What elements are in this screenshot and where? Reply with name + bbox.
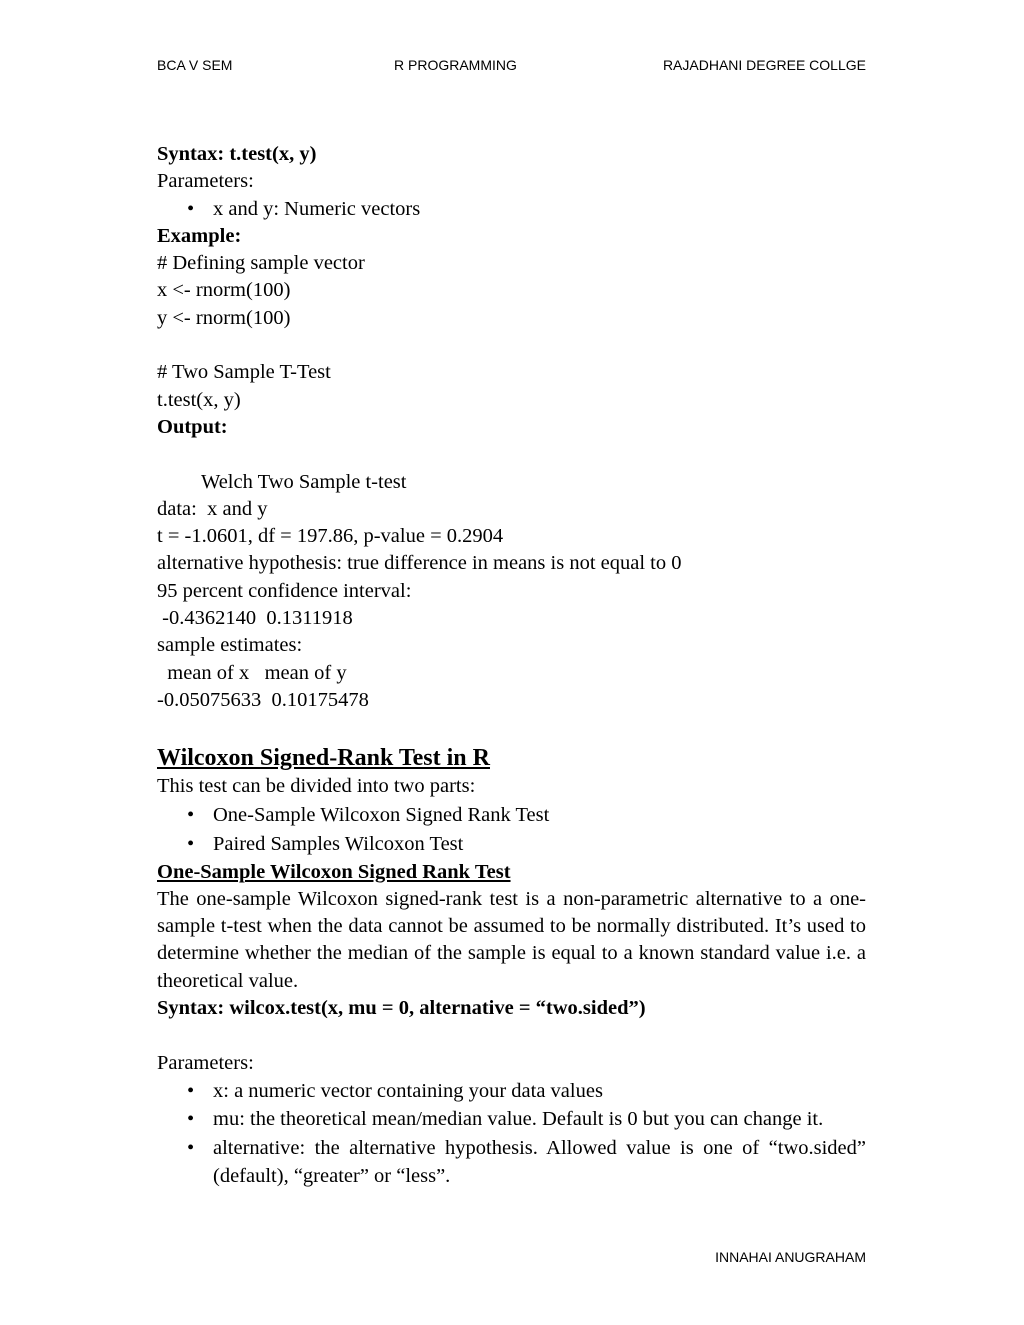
code-line: x <- rnorm(100) — [157, 279, 291, 302]
blank-line — [157, 332, 866, 359]
ttest-params-label: Parameters: — [157, 170, 254, 193]
wilcoxon-params-list — [157, 1077, 866, 1191]
code-line: y <- rnorm(100) — [157, 306, 291, 329]
output-line: data: x and y — [157, 497, 268, 520]
section-title: Wilcoxon Signed-Rank Test in R — [157, 745, 490, 772]
wilcoxon-syntax: Syntax: wilcox.test(x, mu = 0, alternative = “two.sided”) — [157, 997, 646, 1020]
list-item: • Paired Samples Wilcoxon Test — [157, 830, 866, 859]
ttest-params-list — [157, 196, 866, 223]
output-line: 95 percent confidence interval: — [157, 579, 412, 602]
code-line: # Two Sample T-Test — [157, 361, 331, 384]
section-gap — [157, 714, 866, 743]
page-footer: INNAHAI ANUGRAHAM — [715, 1249, 866, 1265]
list-item: • mu: the theoretical mean/median value. Default is 0 but you can change it. — [157, 1105, 866, 1134]
blank-line — [157, 441, 866, 468]
wilcoxon-parts-list — [157, 801, 866, 859]
blank-line — [157, 1022, 866, 1049]
header-course: BCA V SEM — [157, 57, 233, 73]
output-line: alternative hypothesis: true difference in means is not equal to 0 — [157, 552, 682, 575]
example-label: Example: — [157, 224, 242, 247]
wilcoxon-description: The one-sample Wilcoxon signed-rank test is a non-parametric alternative to a one-sample t-test when the data cannot be assumed to be normally distributed. It’s used to determine whether the median of the sample is equal to a known standard value i.e. a theoretical value. — [157, 887, 866, 992]
header-college: RAJADHANI DEGREE COLLGE — [662, 57, 866, 73]
subsection-title: One-Sample Wilcoxon Signed Rank Test — [157, 860, 511, 883]
output-label: Output: — [157, 415, 228, 438]
list-item: • alternative: the alternative hypothesis. Allowed value is one of “two.sided” (default), “greater” or “less”. — [157, 1134, 866, 1191]
page-header — [157, 57, 866, 77]
list-item: • x: a numeric vector containing your data values — [157, 1077, 866, 1106]
output-line: sample estimates: — [157, 634, 303, 657]
wilcoxon-intro: This test can be divided into two parts: — [157, 775, 476, 798]
list-item: • One-Sample Wilcoxon Signed Rank Test — [157, 801, 866, 830]
output-title: Welch Two Sample t-test — [201, 470, 407, 493]
output-line: -0.05075633 0.10175478 — [157, 688, 369, 711]
output-line: -0.4362140 0.1311918 — [157, 607, 353, 630]
ttest-syntax: Syntax: t.test(x, y) — [157, 143, 317, 165]
code-line: # Defining sample vector — [157, 252, 365, 275]
output-line: t = -1.0601, df = 197.86, p-value = 0.2904 — [157, 525, 504, 548]
output-line: mean of x mean of y — [157, 661, 352, 684]
header-subject: R PROGRAMMING — [394, 57, 517, 73]
wilcoxon-params-label: Parameters: — [157, 1051, 254, 1074]
code-line: t.test(x, y) — [157, 388, 241, 411]
list-item: • x and y: Numeric vectors — [157, 196, 866, 223]
page-content — [157, 141, 866, 1191]
